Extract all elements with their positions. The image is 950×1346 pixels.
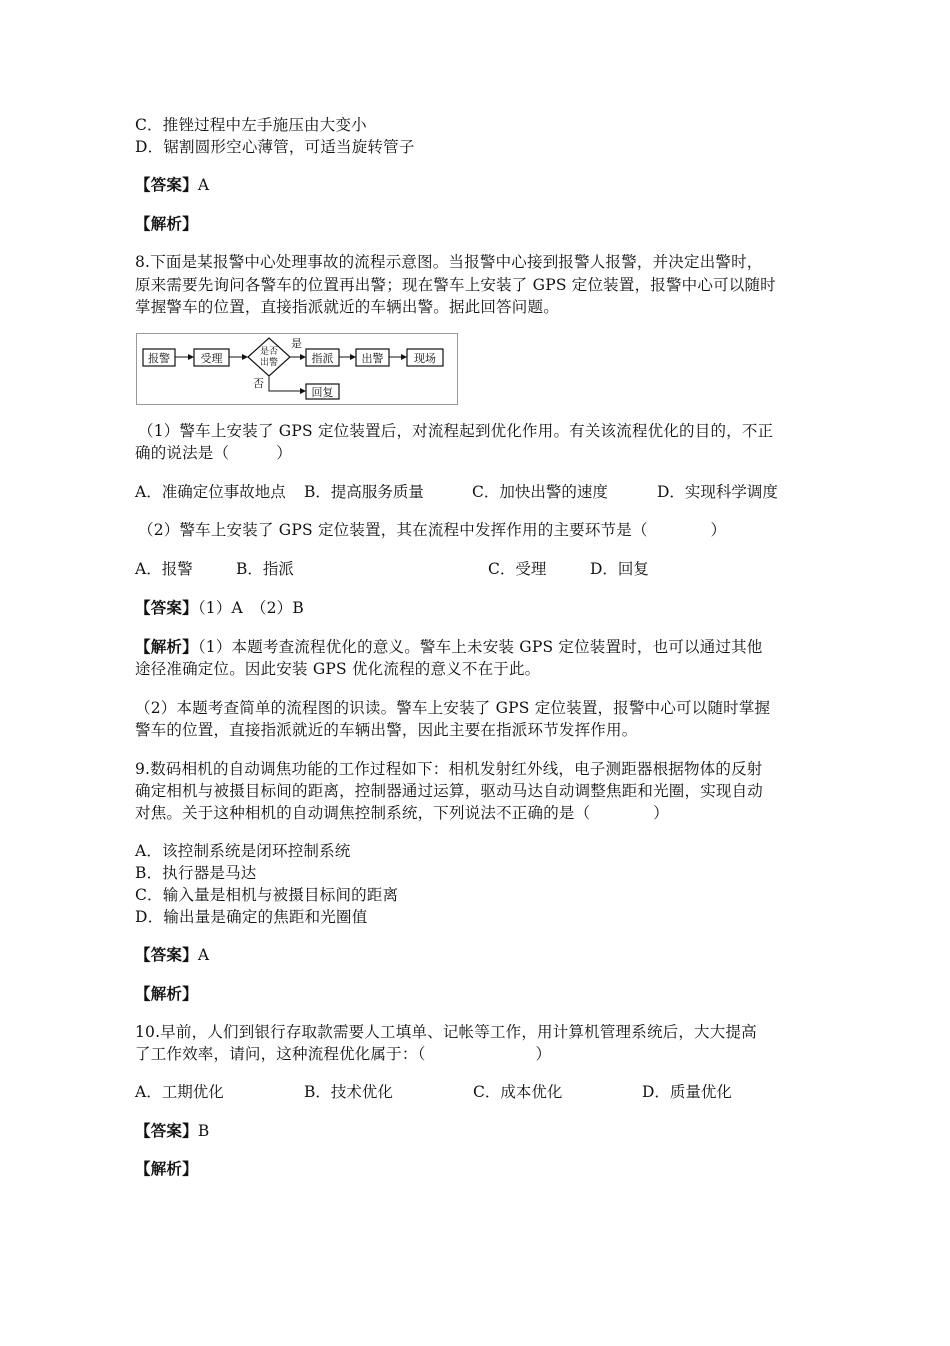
q9-stem-line-1: 9.数码相机的自动调焦功能的工作过程如下：相机发射红外线，电子测距器根据物体的反射 bbox=[135, 760, 763, 778]
q8-analysis-line-2: 途径准确定位。因此安装 GPS 优化流程的意义不在于此。 bbox=[135, 660, 541, 678]
flow-node-dispatch-label: 指派 bbox=[311, 352, 334, 365]
q8-sub2: （2）警车上安装了 GPS 定位装置，其在流程中发挥作用的主要环节是（ ） bbox=[138, 521, 727, 539]
q10-option-d: D．质量优化 bbox=[642, 1083, 732, 1101]
q9-answer bbox=[135, 944, 209, 966]
q8-sub1-option-c: C．加快出警的速度 bbox=[472, 483, 608, 501]
q8-sub1-line-1: （1）警车上安装了 GPS 定位装置后，对流程起到优化作用。有关该流程优化的目的，不正 bbox=[138, 422, 774, 440]
q9-option-a: A．该控制系统是闭环控制系统 bbox=[135, 842, 351, 860]
q8-sub1-option-b: B．提高服务质量 bbox=[304, 483, 424, 501]
flow-arrow-no bbox=[269, 376, 305, 391]
q8-analysis-2-line-1: （2）本题考查简单的流程图的识读。警车上安装了 GPS 定位装置，报警中心可以随时掌握 bbox=[135, 699, 771, 717]
answer-value: A bbox=[197, 176, 210, 194]
q8-stem-line-1: 8.下面是某报警中心处理事故的流程示意图。当报警中心接到报警人报警，并决定出警时， bbox=[135, 253, 763, 271]
q9-option-b: B．执行器是马达 bbox=[135, 864, 257, 882]
flowchart-svg bbox=[137, 334, 457, 404]
answer-tag: 【答案】 bbox=[135, 598, 198, 617]
q10-option-b: B．技术优化 bbox=[304, 1083, 393, 1101]
answer-tag: 【答案】 bbox=[135, 945, 198, 964]
flow-node-depart-label: 出警 bbox=[361, 352, 384, 365]
q7-option-c: C．推锉过程中左手施压由大变小 bbox=[135, 116, 367, 134]
q8-analysis-2-line-2: 警车的位置，直接指派就近的车辆出警，因此主要在指派环节发挥作用。 bbox=[135, 721, 638, 739]
analysis-text: （1）本题考查流程优化的意义。警车上未安装 GPS 定位装置时，也可以通过其他 bbox=[197, 638, 763, 656]
q9-option-d: D．输出量是确定的焦距和光圈值 bbox=[135, 908, 368, 926]
flow-yes-label: 是 bbox=[291, 337, 302, 350]
q9-stem-line-2: 确定相机与被摄目标间的距离，控制器通过运算，驱动马达自动调整焦距和光圈，实现自动 bbox=[135, 782, 764, 800]
flow-decision-label-2: 出警 bbox=[259, 358, 279, 368]
flow-node-scene-label: 现场 bbox=[414, 352, 436, 365]
flow-node-accept-label: 受理 bbox=[200, 352, 223, 365]
answer-tag: 【答案】 bbox=[135, 1121, 198, 1140]
flow-decision bbox=[248, 338, 290, 376]
q8-stem-line-3: 掌握警车的位置，直接指派就近的车辆出警。据此回答问题。 bbox=[135, 298, 559, 316]
q10-stem-line-2: 了工作效率，请问，这种流程优化属于：（ ） bbox=[135, 1045, 552, 1063]
q8-answer bbox=[135, 597, 304, 619]
answer-value: A bbox=[197, 946, 210, 964]
q8-sub1-option-d: D．实现科学调度 bbox=[657, 483, 778, 501]
flow-node-reply-label: 回复 bbox=[311, 386, 334, 399]
q10-stem-line-1: 10.早前，人们到银行存取款需要人工填单、记帐等工作，用计算机管理系统后，大大提高 bbox=[135, 1023, 757, 1041]
q8-sub1-line-2: 确的说法是（ ） bbox=[135, 444, 293, 462]
flowchart bbox=[136, 333, 458, 405]
q10-option-c: C．成本优化 bbox=[473, 1083, 563, 1101]
q7-answer bbox=[135, 174, 209, 196]
flow-node-alarm-label: 报警 bbox=[148, 352, 170, 365]
q10-option-a: A．工期优化 bbox=[135, 1083, 224, 1101]
q9-stem-line-3: 对焦。关于这种相机的自动调焦控制系统，下列说法不正确的是（ ） bbox=[135, 804, 669, 822]
q8-sub2-option-a: A．报警 bbox=[135, 560, 193, 578]
q8-analysis-line-1 bbox=[135, 636, 763, 658]
q8-sub2-option-c: C．受理 bbox=[488, 560, 547, 578]
flow-no-label: 否 bbox=[253, 377, 264, 390]
answer-tag: 【答案】 bbox=[135, 175, 198, 194]
answer-value: （1）A （2）B bbox=[197, 599, 304, 617]
flow-decision-label-1: 是否 bbox=[259, 347, 279, 357]
q8-sub1-option-a: A．准确定位事故地点 bbox=[135, 483, 286, 501]
q10-answer bbox=[135, 1120, 209, 1142]
q9-option-c: C．输入量是相机与被摄目标间的距离 bbox=[135, 886, 399, 904]
q10-analysis-tag: 【解析】 bbox=[135, 1159, 198, 1178]
q8-sub2-option-b: B．指派 bbox=[236, 560, 294, 578]
analysis-tag: 【解析】 bbox=[135, 637, 198, 656]
q8-sub2-option-d: D．回复 bbox=[590, 560, 649, 578]
q9-analysis-tag: 【解析】 bbox=[135, 984, 198, 1003]
q7-option-d: D．锯割圆形空心薄管，可适当旋转管子 bbox=[135, 138, 415, 156]
answer-value: B bbox=[197, 1122, 210, 1140]
q7-analysis-tag: 【解析】 bbox=[135, 214, 198, 233]
q8-stem-line-2: 原来需要先询问各警车的位置再出警；现在警车上安装了 GPS 定位装置，报警中心可以随时 bbox=[135, 276, 776, 294]
